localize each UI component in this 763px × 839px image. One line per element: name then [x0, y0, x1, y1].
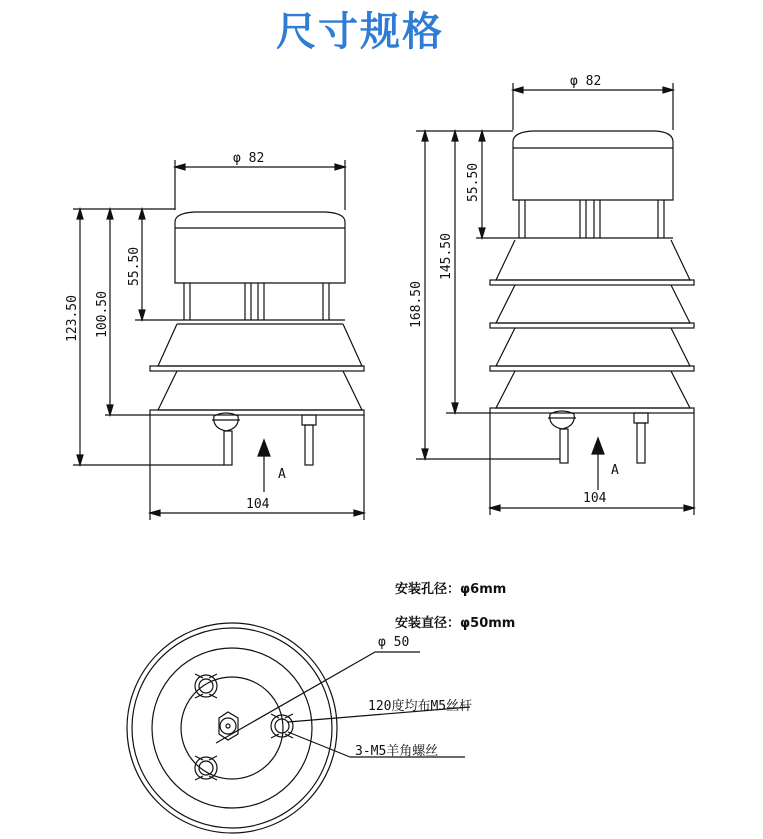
front-base-width-label: 104: [246, 497, 270, 512]
wing-screw-bottom: [195, 756, 217, 780]
bottom-view: [127, 623, 473, 833]
side-base-width-label: 104: [583, 491, 607, 506]
bottom-circle-label: φ 50: [378, 635, 410, 650]
front-arrow-label: A: [278, 467, 286, 482]
front-height-total-label: 123.50: [65, 295, 80, 342]
side-height-mid-label: 145.50: [439, 233, 454, 280]
mount-diameter-spec: 安装直径：φ50mm: [395, 616, 516, 631]
front-height-mid-label: 100.50: [95, 291, 110, 338]
side-height-total-label: 168.50: [409, 281, 424, 328]
side-view: [416, 83, 694, 515]
bottom-screw-label: 3-M5羊角螺丝: [355, 744, 439, 759]
side-width-label: φ 82: [570, 74, 602, 89]
bottom-rod-label: 120度均布M5丝杆: [368, 699, 473, 714]
mount-hole-spec: 安装孔径：φ6mm: [395, 582, 507, 597]
wing-screw-top: [195, 674, 217, 698]
front-width-label: φ 82: [233, 151, 265, 166]
front-height-cap-label: 55.50: [127, 246, 142, 286]
side-height-cap-label: 55.50: [466, 162, 481, 202]
page-title: 尺寸规格: [276, 9, 444, 55]
front-view: [73, 160, 364, 520]
side-arrow-label: A: [611, 463, 619, 478]
